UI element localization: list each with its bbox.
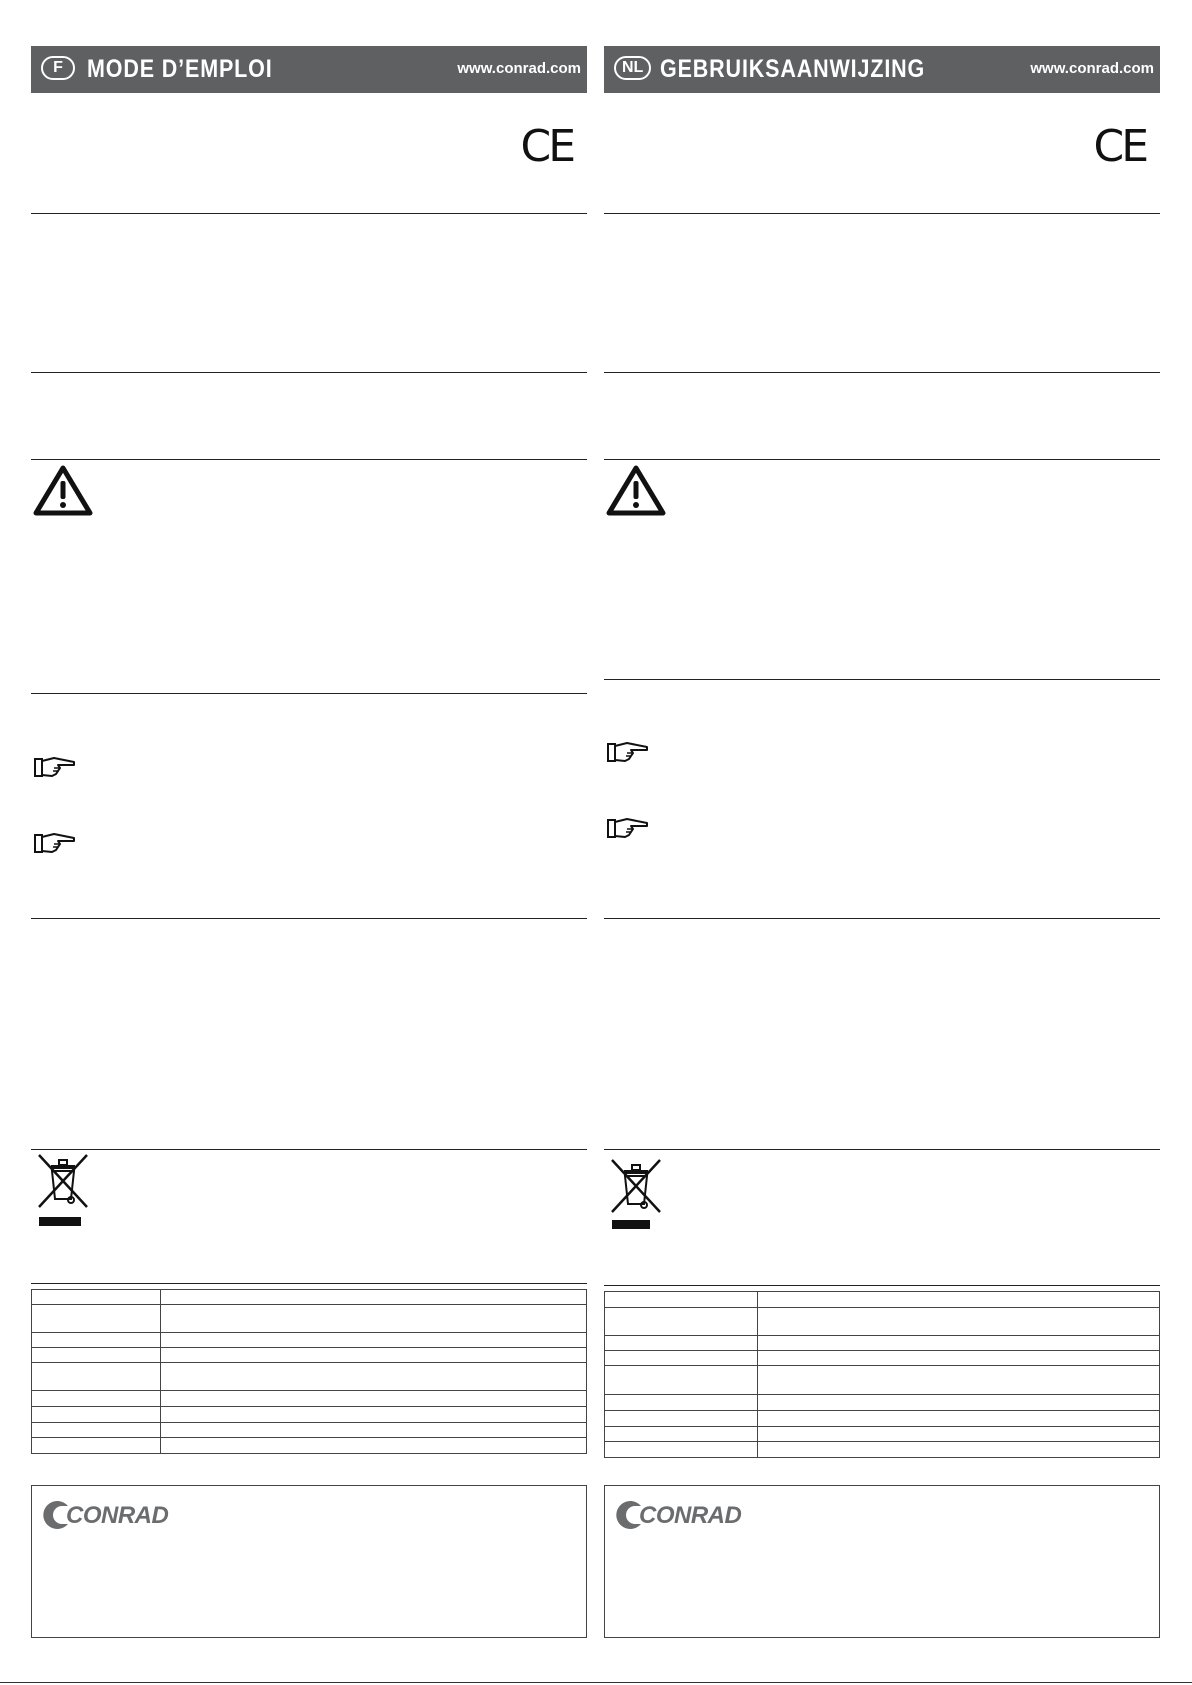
table-row bbox=[605, 1442, 1160, 1458]
table-row bbox=[32, 1407, 587, 1423]
table-row bbox=[32, 1391, 587, 1407]
conrad-logo bbox=[611, 1498, 742, 1532]
page-title: MODE D’EMPLOI bbox=[87, 55, 273, 83]
conrad-wordmark: CONRAD bbox=[66, 1502, 169, 1529]
table-row bbox=[605, 1366, 1160, 1395]
ce-mark: CE bbox=[1093, 121, 1146, 172]
table-row bbox=[32, 1348, 587, 1363]
page-bottom-rule bbox=[0, 1682, 1192, 1683]
conrad-wordmark: CONRAD bbox=[639, 1502, 742, 1529]
website-link[interactable]: www.conrad.com bbox=[1030, 60, 1154, 77]
warning-triangle-icon bbox=[33, 464, 93, 516]
technical-data-table bbox=[31, 1289, 587, 1454]
section-divider bbox=[604, 918, 1160, 919]
table-row bbox=[605, 1411, 1160, 1427]
pointing-hand-icon bbox=[607, 815, 649, 841]
section-divider bbox=[31, 1283, 587, 1284]
table-row bbox=[605, 1308, 1160, 1336]
conrad-logo bbox=[38, 1498, 169, 1532]
weee-crossed-bin-icon bbox=[610, 1158, 662, 1234]
table-row bbox=[605, 1292, 1160, 1308]
page-title: GEBRUIKSAANWIJZING bbox=[660, 55, 926, 83]
section-divider bbox=[31, 1149, 587, 1150]
table-row bbox=[32, 1363, 587, 1391]
column-french bbox=[31, 0, 587, 1685]
language-badge: F bbox=[41, 56, 75, 80]
table-row bbox=[605, 1427, 1160, 1442]
section-divider bbox=[604, 372, 1160, 373]
table-row bbox=[32, 1333, 587, 1348]
section-divider bbox=[31, 213, 587, 214]
pointing-hand-icon bbox=[34, 754, 76, 780]
section-divider bbox=[604, 1149, 1160, 1150]
page-header bbox=[604, 46, 1160, 93]
imprint-box bbox=[604, 1485, 1160, 1638]
warning-triangle-icon bbox=[606, 464, 666, 516]
ce-mark: CE bbox=[520, 121, 573, 172]
weee-crossed-bin-icon bbox=[37, 1153, 89, 1229]
section-divider bbox=[604, 1285, 1160, 1286]
table-row bbox=[605, 1395, 1160, 1411]
section-divider bbox=[31, 459, 587, 460]
section-divider bbox=[31, 693, 587, 694]
section-divider bbox=[31, 918, 587, 919]
section-divider bbox=[31, 372, 587, 373]
imprint-box bbox=[31, 1485, 587, 1638]
section-divider bbox=[604, 459, 1160, 460]
language-badge: NL bbox=[614, 56, 651, 80]
website-link[interactable]: www.conrad.com bbox=[457, 60, 581, 77]
pointing-hand-icon bbox=[34, 830, 76, 856]
technical-data-table bbox=[604, 1291, 1160, 1458]
table-row bbox=[605, 1351, 1160, 1366]
table-row bbox=[32, 1290, 587, 1305]
table-row bbox=[32, 1305, 587, 1333]
page-header bbox=[31, 46, 587, 93]
table-row bbox=[32, 1423, 587, 1438]
pointing-hand-icon bbox=[607, 739, 649, 765]
section-divider bbox=[604, 213, 1160, 214]
section-divider bbox=[604, 679, 1160, 680]
table-row bbox=[605, 1336, 1160, 1351]
table-row bbox=[32, 1438, 587, 1454]
column-dutch bbox=[604, 0, 1160, 1685]
